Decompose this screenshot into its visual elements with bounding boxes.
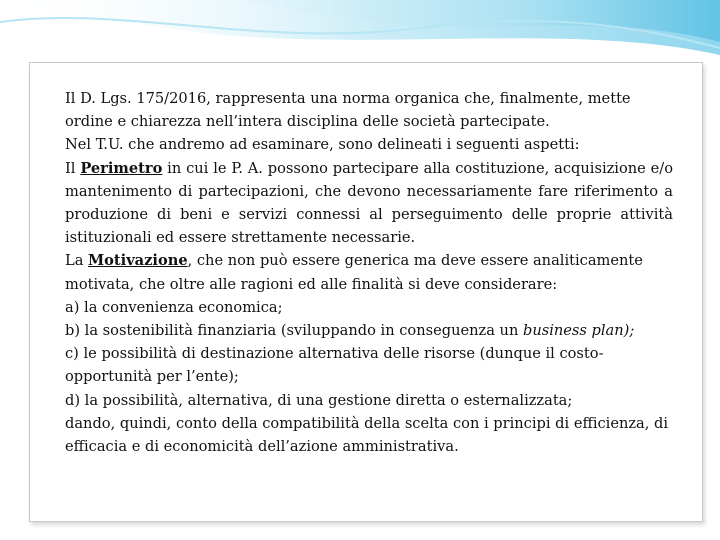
list-item-b (65, 319, 673, 342)
list-item-d: d) la possibilità, alternativa, di una gestione diretta o esternalizzata; (65, 391, 573, 409)
paragraph-motivazione (65, 249, 673, 295)
item-b-italic: business plan); (522, 322, 635, 340)
perimetro-term: Perimetro (80, 159, 163, 177)
paragraph-aspects: Nel T.U. che andremo ad esaminare, sono delineati i seguenti aspetti: (65, 136, 580, 154)
perimetro-text: in cui le P. A. possono partecipare alla costituzione, acquisizione e/o mantenimento di partecipazioni, che devono necessariamente fare riferimento a produzione di beni e servizi connessi al perseguimento delle proprie attività istituzionali ed essere strettamente necessarie. (65, 159, 673, 247)
list-item-c: c) le possibilità di destinazione alternativa delle risorse (dunque il costo-opportunità per l’ente); (65, 345, 604, 386)
paragraph-perimetro (65, 157, 673, 250)
paragraph-final: dando, quindi, conto della compatibilità della scelta con i principi di efficienza, di efficacia e di economicità dell’azione amministrativa. (65, 414, 669, 456)
list-item-a: a) la convenienza economica; (65, 298, 283, 316)
slide-body (65, 87, 673, 458)
perimetro-prefix: Il (65, 159, 81, 177)
item-b-text: b) la sostenibilità finanziaria (sviluppando in conseguenza un (65, 322, 523, 340)
motivazione-text: , che non può essere generica ma deve essere analiticamente motivata, che oltre alle ragioni ed alle finalità si deve considerare: (65, 252, 643, 293)
paragraph-intro: Il D. Lgs. 175/2016, rappresenta una norma organica che, finalmente, mette ordine e chiarezza nell’intera disciplina delle società partecipate. (65, 90, 631, 131)
motivazione-prefix: La (65, 252, 89, 270)
motivazione-term: Motivazione (88, 252, 188, 270)
